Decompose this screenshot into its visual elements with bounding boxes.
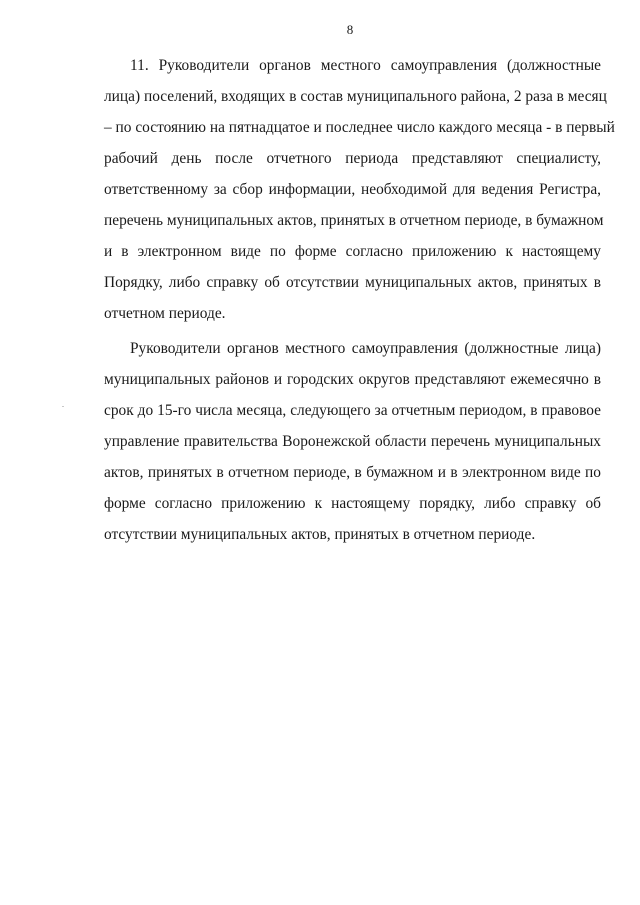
paragraph-2-line-3: срок до 15-го числа месяца, следующего за отчетным периодом, в правовое [104,402,601,419]
document-body [104,50,615,550]
paragraph-1-line-2: лица) поселений, входящих в состав муниципального района, 2 раза в месяц [104,88,607,105]
paragraph-2-line-4: управление правительства Воронежской области перечень муниципальных [104,433,601,450]
paragraph-1-line-9: отчетном периоде. [104,305,226,322]
paragraph-2-line-2: муниципальных районов и городских округов представляют ежемесячно в [104,371,601,388]
paragraph-1-line-1: 11. Руководители органов местного самоуправления (должностные [130,57,601,74]
paragraph-1-line-7: и в электронном виде по форме согласно приложению к настоящему [104,243,601,260]
page-number: 8 [346,22,354,37]
scan-speck [62,406,64,407]
paragraph-2 [104,333,601,550]
paragraph-2-line-7: отсутствии муниципальных актов, принятых в отчетном периоде. [104,526,536,543]
paragraph-2-line-5: актов, принятых в отчетном периоде, в бумажном и в электронном виде по [104,464,601,481]
paragraph-1-line-3: – по состоянию на пятнадцатое и последнее число каждого месяца - в первый [104,119,615,136]
paragraph-1 [104,50,615,329]
paragraph-1-line-5: ответственному за сбор информации, необходимой для ведения Регистра, [104,181,601,198]
paragraph-2-line-6: форме согласно приложению к настоящему порядку, либо справку об [104,495,601,512]
paragraph-1-line-4: рабочий день после отчетного периода представляют специалисту, [104,150,601,167]
paragraph-2-line-1: Руководители органов местного самоуправления (должностные лица) [130,340,601,357]
paragraph-1-line-8: Порядку, либо справку об отсутствии муниципальных актов, принятых в [104,274,601,291]
paragraph-1-line-6: перечень муниципальных актов, принятых в отчетном периоде, в бумажном [104,212,604,229]
